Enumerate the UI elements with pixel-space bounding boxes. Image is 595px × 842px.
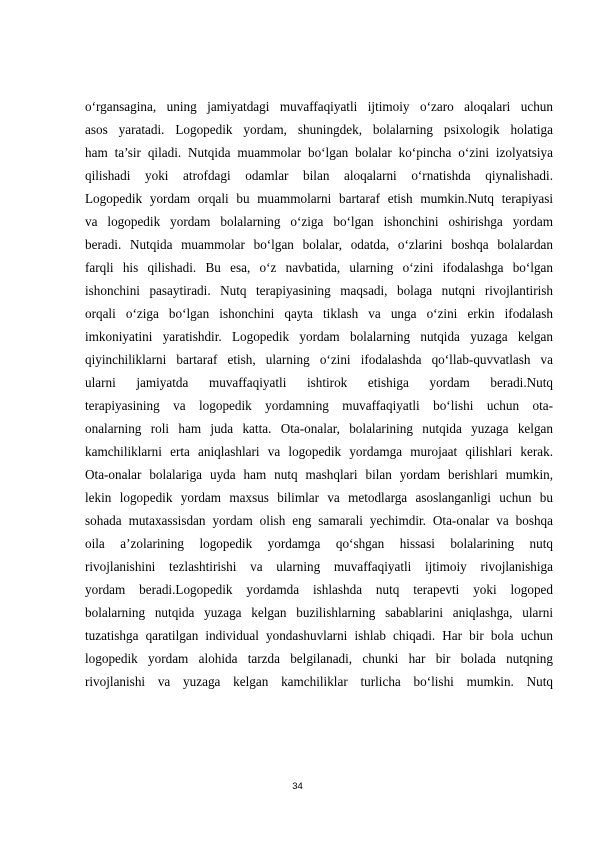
text-line-22: yordam beradi.Logopedik yordamda ishlashda nutq terapevti yoki logoped <box>85 582 553 597</box>
text-line-15: onalarning roli ham juda katta. Ota-onalar, bolalarining nutqida yuzaga kelgan <box>85 421 553 436</box>
text-line-2: asos yaratadi. Logopedik yordam, shuningdek, bolalarning psixologik holatiga <box>85 122 553 137</box>
text-line-26: rivojlanishi va yuzaga kelgan kamchiliklar turlicha bo‘lishi mumkin. Nutq <box>85 674 553 689</box>
body-paragraph <box>85 95 553 693</box>
text-line-20: oila a’zolarining logopedik yordamga qo‘shgan hissasi bolalarining nutq <box>85 536 553 551</box>
text-line-16: kamchiliklarni erta aniqlashlari va logopedik yordamga murojaat qilishlari kerak. <box>85 444 553 459</box>
text-line-1: o‘rgansagina, uning jamiyatdagi muvaffaqiyatli ijtimoiy o‘zaro aloqalari uchun <box>85 99 553 114</box>
text-line-12: qiyinchiliklarni bartaraf etish, ularning o‘zini ifodalashda qo‘llab-quvvatlash va <box>85 352 553 367</box>
text-line-24: tuzatishga qaratilgan individual yondashuvlarni ishlab chiqadi. Har bir bola uchun <box>85 628 553 643</box>
text-line-7: beradi. Nutqida muammolar bo‘lgan bolalar, odatda, o‘zlarini boshqa bolalardan <box>85 237 553 252</box>
text-line-10: orqali o‘ziga bo‘lgan ishonchini qayta tiklash va unga o‘zini erkin ifodalash <box>85 306 553 321</box>
text-line-6: va logopedik yordam bolalarning o‘ziga bo‘lgan ishonchini oshirishga yordam <box>85 214 553 229</box>
text-line-21: rivojlanishini tezlashtirishi va ularning muvaffaqiyatli ijtimoiy rivojlanishiga <box>85 559 553 574</box>
text-line-13: ularni jamiyatda muvaffaqiyatli ishtirok etishiga yordam beradi.Nutq <box>85 375 553 390</box>
text-line-9: ishonchini pasaytiradi. Nutq terapiyasining maqsadi, bolaga nutqni rivojlantirish <box>85 283 553 298</box>
text-line-11: imkoniyatini yaratishdir. Logopedik yordam bolalarning nutqida yuzaga kelgan <box>85 329 553 344</box>
text-line-17: Ota-onalar bolalariga uyda ham nutq mashqlari bilan yordam berishlari mumkin, <box>85 467 553 482</box>
text-line-23: bolalarning nutqida yuzaga kelgan buzilishlarning sabablarini aniqlashga, ularni <box>85 605 553 620</box>
text-line-25: logopedik yordam alohida tarzda belgilanadi, chunki har bir bolada nutqning <box>85 651 553 666</box>
text-line-19: sohada mutaxassisdan yordam olish eng samarali yechimdir. Ota-onalar va boshqa <box>85 513 553 528</box>
page-number: 34 <box>292 781 303 792</box>
text-line-5: Logopedik yordam orqali bu muammolarni bartaraf etish mumkin.Nutq terapiyasi <box>85 191 553 206</box>
text-line-18: lekin logopedik yordam maxsus bilimlar va metodlarga asoslanganligi uchun bu <box>85 490 553 505</box>
text-line-8: farqli his qilishadi. Bu esa, o‘z navbatida, ularning o‘zini ifodalashga bo‘lgan <box>85 260 553 275</box>
text-line-3: ham ta’sir qiladi. Nutqida muammolar bo‘lgan bolalar ko‘pincha o‘zini izolyatsiya <box>85 145 553 160</box>
text-line-14: terapiyasining va logopedik yordamning muvaffaqiyatli bo‘lishi uchun ota- <box>85 398 553 413</box>
text-line-4: qilishadi yoki atrofdagi odamlar bilan aloqalarni o‘rnatishda qiynalishadi. <box>85 168 553 183</box>
